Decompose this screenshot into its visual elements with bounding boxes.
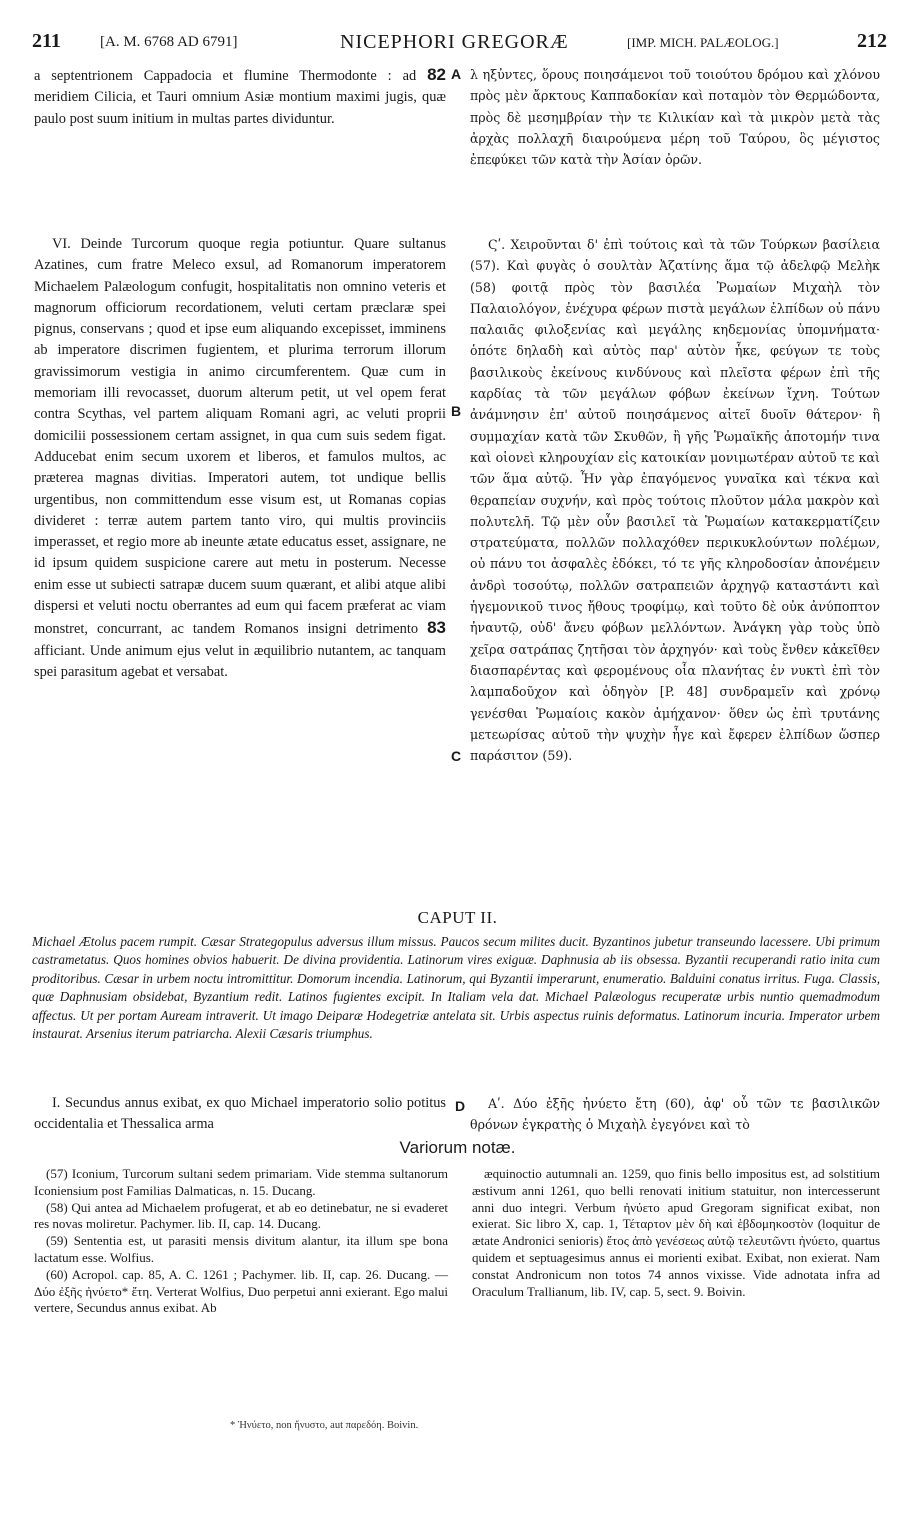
page-number-left: 211 [32,30,61,52]
margin-letter-d: D [455,1098,466,1114]
note-57: (57) Iconium, Turcorum sultani sedem primariam. Vide stemma sultanorum Iconiensium post Familias Dalmaticas, n. 15. Ducang. [34,1166,448,1198]
greek-column-block-2 [470,234,880,766]
latin-text: meridiem Cilicia, et Tauri omnium Asiæ montium maximi jugis, quæ paulo post suum initium in multas partes dividuntur. [34,89,446,127]
column-number: 83 [427,618,446,638]
latin-text: VI. Deinde Turcorum quoque regia potiuntur. Quare sultanus Azatines, cum fratre Meleco exsul, ad Romanorum imperatorem Michaelem Palæologum confugit, hospitalitatis non omnino veteris et magnorum officiorum recordationem, veluti certam præclaræ spei pignus, conservans ; quod et ipse eum aliquando excepisset, imminens ab imperatore discrimen fugientem, et plurima terrorum illorum gravissimorum vestigia in animo circumferentem. Quæ cum in memoriam illi revocasset, duorum alterum petit, ut vel opem ferat contra Scythas, vel partem aliquam Romani agri, ac veluti proprii domicilii possessionem certam assignet, in qua cum suis sedem figat. Adducebat enim secum uxorem et liberos, et famulos multos, ac præterea magnas divitias. Imperatori autem, tot undique bellis urgentibus, non committendum esse visum est, ut Romanas copias divideret : terræ autem partem tanto viro, qui multis provinciis imperasset, et regio more ab ineunte ætate educatus esset, assignare, ne id ipsum quidem suspicione carere aut metu in posterum. Necesse enim esse ut subiecti satrapæ ducem suum quærant, et alibi atque alibi dispersi et veluti noctu oberrantes ad eum qui facem præferat ac viam monstret, concurrant, ac tandem Romanos insigni detrimento [34,236,446,638]
emperor-bracket: [IMP. MICH. PALÆOLOG.] [627,35,779,50]
note-60-continued: æquinoctio autumnali an. 1259, quo finis bello impositus est, ad solstitium æstivum anni 1261, quo belli renovati initium statuitur, non intercesserunt anni duo integri. Verbum ἠνύετο apud Gregoram significat exibat, non exierat. Sic libro X, cap. 1, Τέταρτον μὲν δὴ καὶ ἑβδομηκοστὸν (loquitur de ætate Andronici senioris) ἔτος ἀπὸ γενέσεως αὐτῷ τελευτῶντι ἠνύετο, quartus quidem et septuagesimus annus ei morienti exibat. Exibat, non exierat. Nam constat Andronicum non totos 74 annos vixisse. Vide adnotata infra ad Oraculum Trallianum, lib. IV, cap. 5, sect. 9. Boivin. [472,1166,880,1299]
latin-text: a septentrionem Cappadocia et flumine Thermodonte : ad [34,68,417,84]
margin-letter-b: B [451,403,462,419]
greek-text: Αʹ. Δύο ἐξῆς ἠνύετο ἔτη (60), ἀφ' οὗ τῶν τε βασιλικῶν θρόνων ἐγκρατὴς ὁ Μιχαὴλ ἐγεγόνει καὶ τὸ [470,1096,880,1133]
margin-letter-c: C [451,748,462,764]
running-title: NICEPHORI GREGORÆ [340,31,569,53]
latin-text: afficiant. Unde animum ejus velut in æquilibrio nutantem, ac tanquam spei parasitum agebat et versabat. [34,642,446,680]
greek-text: λ ηξὐντες, ὅρους ποιησάμενοι τοῦ τοιούτου δρόμου καὶ χλόνου πρὸς μὲν ἄρκτους Καππαδοκίαν καὶ ποταμὸν τὸν Θερμώδοντα, πρὸς δὲ μεσημβρίαν τὴν τε Κιλικίαν καὶ τὰ μικρὸν μετὰ τὰς ἀρχὰς πολλαχῆ διαιρούμενα μέρη τοῦ Ταύρου, ὃς μέγιστος ἐπεφύκει τῶν κατὰ τὴν Ἀσίαν ὀρῶν. [470,67,880,168]
greek-column-block-1 [470,64,880,170]
chapter-summary: Michael Ætolus pacem rumpit. Cæsar Strategopulus adversus illum missus. Paucos secum milites ducit. Byzantinos jubetur transeundo lacessere. Ubi primum castrametatus. Quos homines obvios habuerit. De divina providentia. Latinorum vires exiguæ. Daphnusia ab iis obsessa. Byzantii recuperandi ratio inita cum proditoribus. Cæsar in urbem noctu intromittitur. Domorum incendia. Latinorum, qui Byzantii imperarunt, enumeratio. Balduini conatus irritus. Fuga. Classis, quæ Daphnusiam obsidebat, Byzantium redit. Latinos fugientes excipit. In Italiam vela dat. Michael Palæologus recuperatæ urbis nuntio quemadmodum affectus. Ut per portam Auream intraverit. Ut imago Deiparæ Hodegetriæ antelata sit. Urbis aspectus ruinis deformatus. Latinorum incuria. Imperator urbem instaurat. Arsenius iterum patriarcha. Alexii Cæsaris triumphus. [32,934,880,1042]
page-number-right: 212 [857,30,887,52]
year-bracket: [A. M. 6768 AD 6791] [100,34,238,50]
column-number: 82 [427,65,446,84]
note-59: (59) Sententia est, ut parasiti mensis divitum alantur, ita illum spe bona lactatum esse. Wolfius. [34,1233,448,1265]
notes-right-column [472,1166,880,1300]
latin-column-block-3 [34,1093,446,1136]
greek-column-block-3 [470,1093,880,1136]
footnote: * Ἠνύετο, non ἤνυστο, aut παρεδόη. Boivin. [230,1420,419,1431]
notes-title: Variorum notæ. [399,1138,516,1157]
margin-letter-a: A [451,66,462,82]
note-58: (58) Qui antea ad Michaelem profugerat, et ab eo detinebatur, ne si evaderet res novas moliretur. Pachymer. lib. II, cap. 14. Ducang. [34,1199,448,1232]
latin-column-block-2 [34,234,446,683]
latin-column-block-1 [34,64,446,130]
latin-text: I. Secundus annus exibat, ex quo Michael imperatorio solio potitus occidentalia et Thessalica arma [34,1095,446,1133]
greek-text: Ϛʹ. Χειροῦνται δ' ἐπὶ τούτοις καὶ τὰ τῶν Τούρκων βασίλεια (57). Καὶ φυγὰς ὁ σουλτὰν Ἀζατίνης ἅμα τῷ ἀδελφῷ Μελὴκ (58) φοιτᾷ πρὸς τὸν βασιλέα Ῥωμαίων Μιχαὴλ τὸν Παλαιολόγον, ἐνέχυρα φέρων πιστὰ μεγάλων ἐλπίδων οὐ πάνυ παλαιᾶς φιλοξενίας καὶ μεγάλης κηδεμονίας ὑπομνήματα· ὁπότε δηλαδὴ καὶ αὐτὸς παρ' αὐτὸν ἧκε, φεύγων τε τοὺς βασιλικοὺς ἐκείνους κινδύνους καὶ πλεῖστα φέρων ἐπὶ τῆς καρδίας τὰ τῶν μεγάλων φόβων ἐκείνων ἴχνη. Τούτων ἀνάμνησιν ἐπ' αὐτοῦ ποιησάμενος αἰτεῖ δυοῖν θάτερον· ἢ συμμαχίαν κατὰ τῶν Σκυθῶν, ἢ γῆς Ῥωμαϊκῆς ἀποτομήν τινα καὶ οἱονεὶ κληρουχίαν εἰς κατοικίαν μονιμωτέραν αὐτοῦ τε καὶ τῶν ἅμα αὐτῷ. Ἦν γὰρ ἐπαγόμενος γυναῖκα καὶ τέκνα καὶ θεραπείαν συχνήν, καὶ πρὸς τούτοις πλοῦτον μάλα μακρὸν καὶ πολυτελῆ. Τῷ μὲν οὖν βασιλεῖ τὰ Ῥωμαίων κατακερματίζειν στρατεύματα, πολλῶν πολλαχόθεν περικυκλούντων πολέμων, οὐ πάνυ τοι ἀσφαλὲς ἐδόκει, τό τε γῆς κληροδοσίαν ἀπονέμειν ἀνδρὶ τοσούτῳ, πολλῶν σατραπειῶν ἀρχηγῷ καταστάντι καὶ ἡγεμονικοῦ τινος ἤθους τροφίμῳ, καὶ τοῦτο δὲ οὐκ ἀνύποπτον ἠναυτῷ, οὐδ' ἄνευ φόβων μελλόντων. Ἀνάγκη γὰρ τοὺς ὑπὸ χεῖρα σατράπας ζητῆσαι τὸν ἀρχηγόν· καὶ τοὺς ἔνθεν κἀκεῖθεν διασπαρέντας καὶ φερομένους οἷα πλανήτας ἐν νυκτὶ ἐπὶ τὸν λαμπαδοῦχον καὶ ὁδηγὸν [P. 48] συνδραμεῖν καὶ χρόνῳ γενέσθαι Ῥωμαίοις κακὸν ἀμήχανον· ὅθεν ὡς ἐπὶ τρυτάνης μετεωρίσας αὐτοῦ τὴν ψυχὴν ἦγε καὶ ἔφερεν ἐλπίδων ὥσπερ παράσιτον (59). [470,237,880,764]
notes-left-column [34,1166,448,1317]
note-60: (60) Acropol. cap. 85, A. C. 1261 ; Pachymer. lib. II, cap. 26. Ducang. — Δύο ἐξῆς ἠνύετο* ἔτη. Verterat Wolfius, Duo perpetui anni exierant. Ego malui vertere, Secundus annus exibat. Ab [34,1266,448,1316]
chapter-heading: CAPUT II. [417,908,498,927]
running-head [22,30,887,58]
